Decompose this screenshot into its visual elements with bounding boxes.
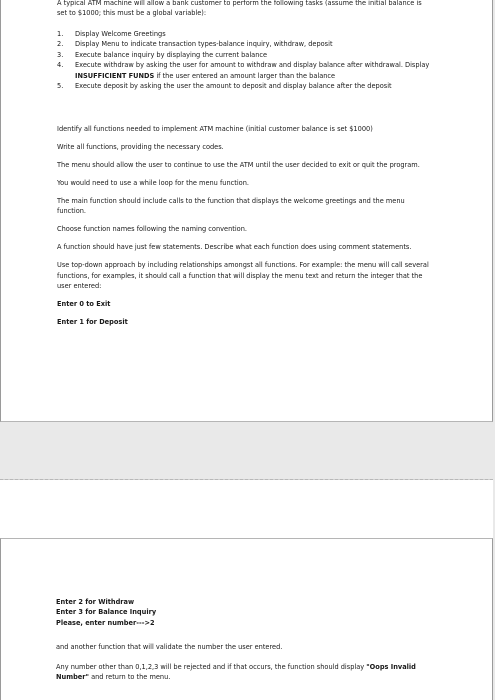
- paragraph: and another function that will validate the number the user entered.: [56, 643, 283, 652]
- task-list: [57, 29, 430, 91]
- paragraph: Any number other than 0,1,2,3 will be rejected and if that occurs, the function should display "Oops Invalid Number" and return to the menu.: [56, 662, 416, 682]
- page-gap: [0, 422, 493, 480]
- paragraph: Choose function names following the naming convention.: [57, 225, 247, 234]
- paragraph: Write all functions, providing the necessary codes.: [57, 143, 224, 151]
- paragraph: You would need to use a while loop for the menu function.: [57, 179, 249, 187]
- task-item-4: 4. Execute withdraw by asking the user for amount to withdraw and display balance after withdrawal. Display INSUFFICIENT FUNDS if the user entered an amount larger than the balance: [57, 61, 430, 80]
- task-item-2: 2. Display Menu to indicate transaction types-balance inquiry, withdraw, deposit: [57, 40, 333, 49]
- paragraph: Use top-down approach by including relationships amongst all functions. For example: the menu will call several functions, for examples, it should call a function that will display the menu text and return the integer that the user entered:: [57, 261, 429, 291]
- menu-line: Enter 0 to Exit: [57, 300, 111, 309]
- menu-line: Please, enter number--->2: [56, 618, 155, 627]
- page-gap-lower: [0, 480, 493, 538]
- intro-text: A typical ATM machine will allow a bank customer to perform the following tasks (assume the initial balance is set to $1000; this must be a global variable):: [57, 0, 422, 18]
- menu-line: Enter 1 for Deposit: [57, 318, 128, 327]
- paragraph: The main function should include calls to the function that displays the welcome greetings and the menu function.: [57, 197, 405, 216]
- menu-line: Enter 2 for Withdraw: [56, 598, 135, 606]
- task-item-3: 3. Execute balance inquiry by displaying the current balance: [57, 50, 268, 59]
- task-item-1: 1. Display Welcome Greetings: [57, 30, 166, 38]
- paragraph: The menu should allow the user to continue to use the ATM until the user decided to exit or quit the program.: [57, 161, 420, 169]
- task-item-5: 5. Execute deposit by asking the user the amount to deposit and display balance after the deposit: [57, 82, 392, 91]
- page-2-content: [56, 597, 433, 682]
- requirements-section: [57, 124, 430, 335]
- paragraph: A function should have just few statements. Describe what each function does using comment statements.: [57, 243, 412, 252]
- paragraph: Identify all functions needed to implement ATM machine (initial customer balance is set $1000): [57, 125, 373, 133]
- menu-line: Enter 3 for Balance Inquiry: [56, 608, 157, 617]
